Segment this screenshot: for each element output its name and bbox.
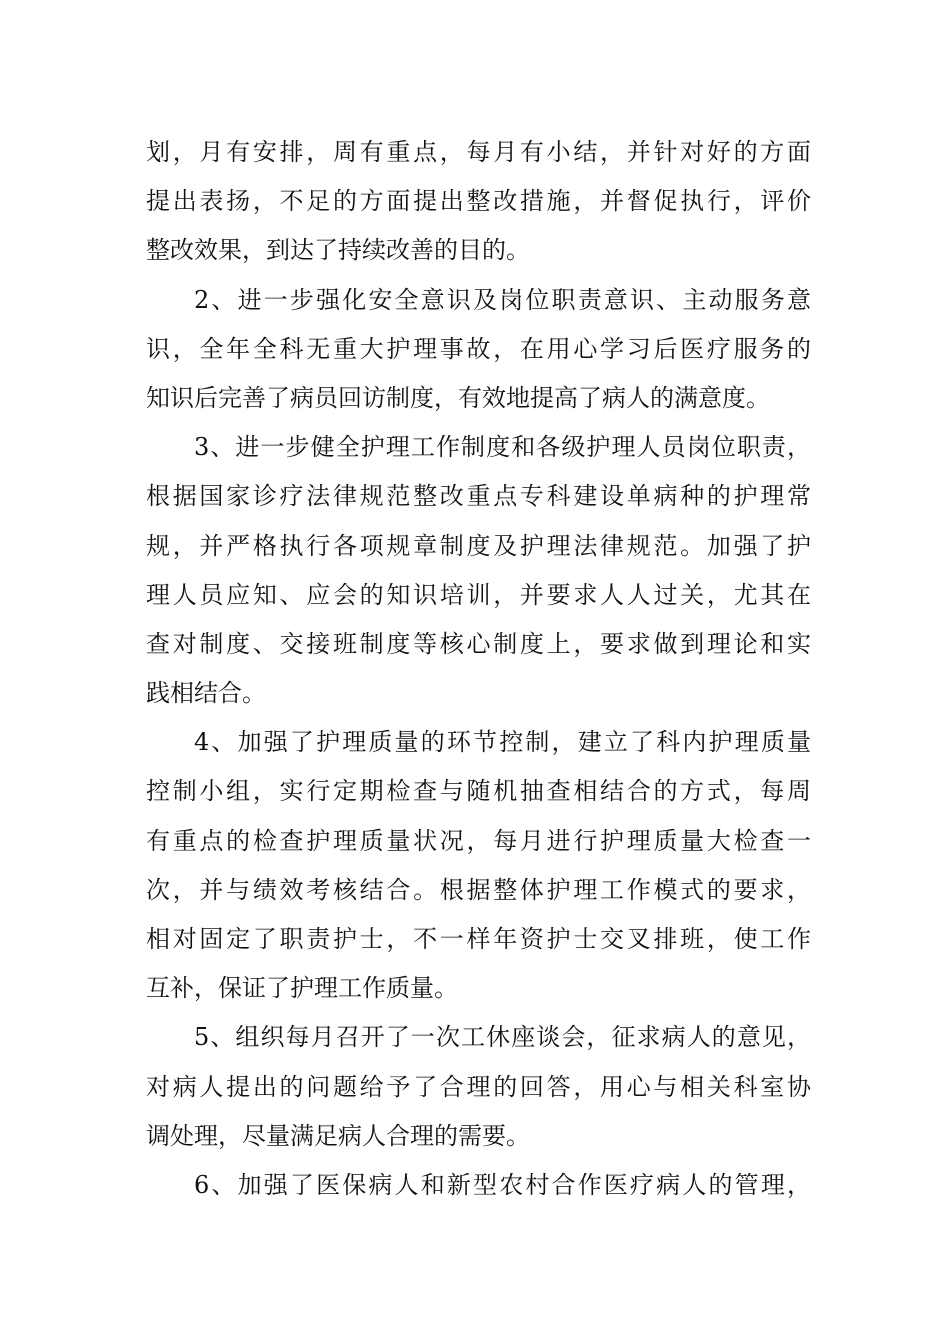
text-line: 2、进一步强化安全意识及岗位职责意识、主动服务意 bbox=[194, 285, 811, 314]
text-line: 有重点的检查护理质量状况，每月进行护理质量大检查一 bbox=[146, 826, 811, 855]
text-line: 提出表扬，不足的方面提出整改措施，并督促执行，评价 bbox=[146, 187, 811, 216]
body-text bbox=[146, 128, 811, 1210]
text-line: 3、进一步健全护理工作制度和各级护理人员岗位职责， bbox=[194, 433, 811, 462]
text-line: 规，并严格执行各项规章制度及护理法律规范。加强了护 bbox=[146, 531, 811, 560]
text-line: 识，全年全科无重大护理事故，在用心学习后医疗服务的 bbox=[146, 334, 811, 363]
text-line: 整改效果，到达了持续改善的目的。 bbox=[146, 236, 530, 265]
text-line: 根据国家诊疗法律规范整改重点专科建设单病种的护理常 bbox=[146, 482, 811, 511]
text-line: 控制小组，实行定期检查与随机抽查相结合的方式，每周 bbox=[146, 777, 811, 806]
text-line: 6、加强了医保病人和新型农村合作医疗病人的管理， bbox=[194, 1170, 811, 1199]
text-line: 调处理，尽量满足病人合理的需要。 bbox=[146, 1121, 530, 1150]
text-line: 相对固定了职责护士，不一样年资护士交叉排班，使工作 bbox=[146, 925, 811, 953]
text-line: 4、加强了护理质量的环节控制，建立了科内护理质量 bbox=[194, 728, 811, 757]
text-line: 知识后完善了病员回访制度，有效地提高了病人的满意度。 bbox=[146, 383, 770, 412]
text-line: 对病人提出的问题给予了合理的回答，用心与相关科室协 bbox=[146, 1072, 811, 1101]
text-line: 互补，保证了护理工作质量。 bbox=[146, 974, 458, 1003]
text-line: 次，并与绩效考核结合。根据整体护理工作模式的要求， bbox=[146, 875, 811, 904]
text-line: 践相结合。 bbox=[146, 679, 266, 708]
text-line: 划，月有安排，周有重点，每月有小结，并针对好的方面 bbox=[146, 138, 811, 166]
text-line: 5、组织每月召开了一次工休座谈会，征求病人的意见， bbox=[194, 1023, 811, 1052]
text-line: 理人员应知、应会的知识培训，并要求人人过关，尤其在 bbox=[146, 580, 811, 609]
text-line: 查对制度、交接班制度等核心制度上，要求做到理论和实 bbox=[146, 629, 811, 658]
